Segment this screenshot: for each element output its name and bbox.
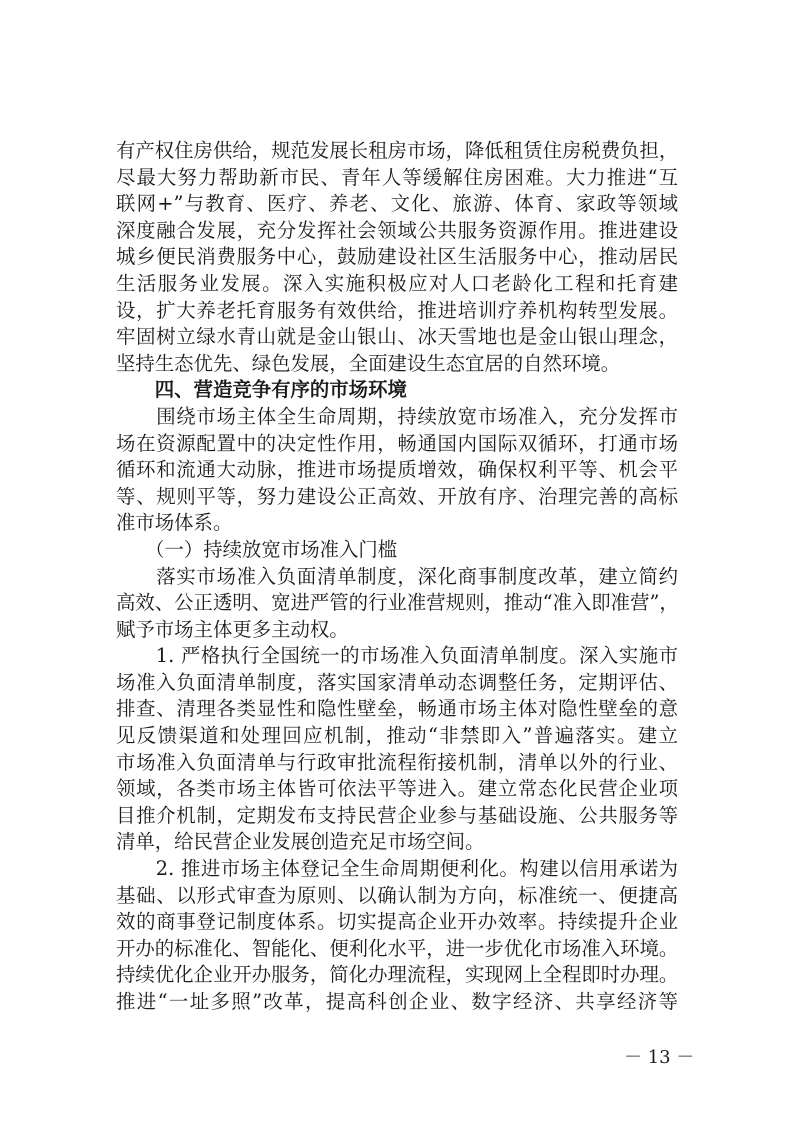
text-line: 1. 严格执行全国统一的市场准入负面清单制度。深入实施市 [116, 644, 678, 668]
text-line: 城乡便民消费服务中心，鼓励建设社区生活服务中心，推动居民 [116, 245, 678, 269]
text-line: 见反馈渠道和处理回应机制，推动“非禁即入”普遍落实。建立 [116, 724, 678, 748]
text-line: 生活服务业发展。深入实施积极应对人口老龄化工程和托育建 [116, 271, 678, 295]
text-line: 清单，给民营企业发展创造充足市场空间。 [116, 830, 485, 854]
text-line: 市场准入负面清单与行政审批流程衔接机制，清单以外的行业、 [116, 750, 678, 774]
text-line: 尽最大努力帮助新市民、青年人等缓解住房困难。大力推进“互 [116, 165, 678, 189]
text-line: 围绕市场主体全生命周期，持续放宽市场准入，充分发挥市 [116, 404, 678, 428]
text-line: 设，扩大养老托育服务有效供给，推进培训疗养机构转型发展。 [116, 298, 678, 322]
text-line: 目推介机制，定期发布支持民营企业参与基础设施、公共服务等 [116, 803, 678, 827]
text-line: 持续优化企业开办服务，简化办理流程，实现网上全程即时办理。 [116, 963, 679, 987]
text-line: 牢固树立绿水青山就是金山银山、冰天雪地也是金山银山理念， [116, 325, 678, 349]
text-line: 2. 推进市场主体登记全生命周期便利化。构建以信用承诺为 [116, 857, 678, 881]
subsection-heading: （一）持续放宽市场准入门槛 [116, 537, 398, 561]
text-line: 循环和流通大动脉，推进市场提质增效，确保权利平等、机会平 [116, 458, 678, 482]
text-line: 落实市场准入负面清单制度，深化商事制度改革，建立简约 [116, 564, 678, 588]
text-line: 深度融合发展，充分发挥社会领域公共服务资源作用。推进建设 [116, 218, 678, 242]
text-line: 有产权住房供给，规范发展长租房市场，降低租赁住房税费负担， [116, 139, 679, 162]
body-text [116, 138, 678, 1016]
text-line: 等、规则平等，努力建设公正高效、开放有序、治理完善的高标 [116, 484, 678, 508]
text-line: 推进“一址多照”改革，提高科创企业、数字经济、共享经济等 [116, 990, 678, 1013]
text-line: 基础、以形式审查为原则、以确认制为方向，标准统一、便捷高 [116, 883, 678, 907]
text-line: 开办的标准化、智能化、便利化水平，进一步优化市场准入环境。 [116, 936, 679, 960]
text-line: 准市场体系。 [116, 511, 233, 535]
text-line: 联网+”与教育、医疗、养老、文化、旅游、体育、家政等领域 [116, 192, 678, 216]
text-line: 场在资源配置中的决定性作用，畅通国内国际双循环，打通市场 [116, 431, 678, 455]
text-line: 高效、公正透明、宽进严管的行业准营规则，推动“准入即准营”， [116, 591, 679, 615]
text-line: 坚持生态优先、绿色发展，全面建设生态宜居的自然环境。 [116, 351, 621, 375]
text-line: 效的商事登记制度体系。切实提高企业开办效率。持续提升企业 [116, 910, 678, 934]
text-line: 排查、清理各类显性和隐性壁垒，畅通市场主体对隐性壁垒的意 [116, 697, 678, 721]
text-line: 领域，各类市场主体皆可依法平等进入。建立常态化民营企业项 [116, 777, 678, 801]
page-number: － 13 － [624, 1047, 695, 1068]
section-heading: 四、营造竞争有序的市场环境 [116, 378, 407, 402]
text-line: 场准入负面清单制度，落实国家清单动态调整任务，定期评估、 [116, 670, 678, 694]
text-line: 赋予市场主体更多主动权。 [116, 617, 349, 641]
